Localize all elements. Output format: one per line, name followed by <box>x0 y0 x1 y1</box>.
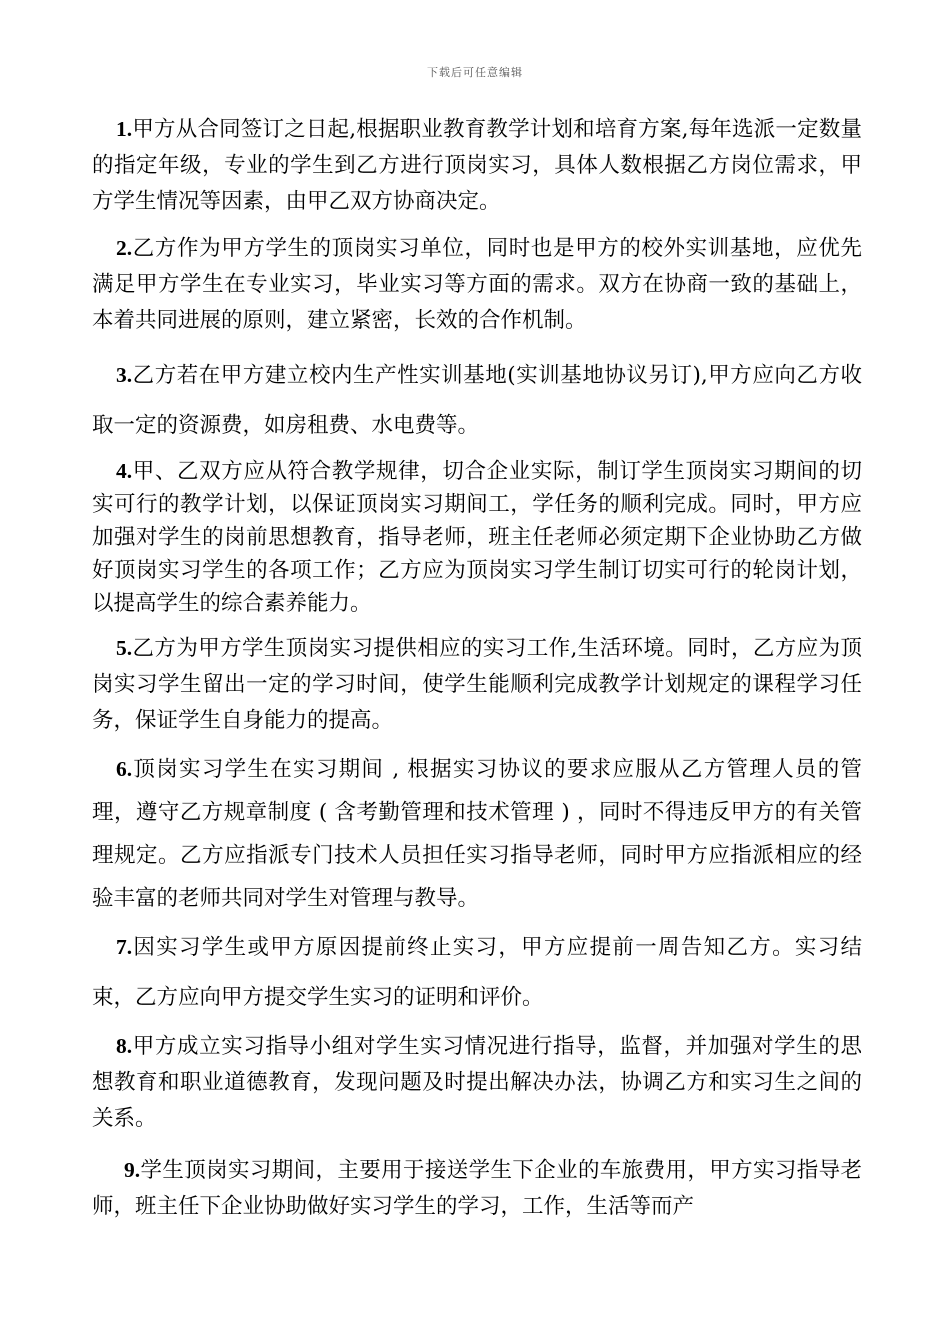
clause-text: 顶岗实习学生在实习期间 , 根据实习协议的要求应服从乙方管理人员的管理，遵守乙方规章制度 ( 含考勤管理和技术管理 ) ，同时不得违反甲方的有关管理规定。乙方应指派专门技术人员担任实习指导老师，同时甲方应指派相应的经验丰富的老师共同对学生对管理与教导。 <box>92 757 862 911</box>
clause-number: 2. <box>116 236 133 260</box>
clause-text: 学生顶岗实习期间，主要用于接送学生下企业的车旅费用，甲方实习指导老师，班主任下企业协助做好实习学生的学习，工作，生活等而产 <box>92 1158 862 1219</box>
clause-number: 6. <box>116 757 133 781</box>
clause-number: 8. <box>116 1034 133 1058</box>
clause-text: 因实习学生或甲方原因提前终止实习，甲方应提前一周告知乙方。实习结束，乙方应向甲方提交学生实习的证明和评价。 <box>92 935 862 1010</box>
clause-text: 乙方若在甲方建立校内生产性实训基地(实训基地协议另订),甲方应向乙方收取一定的资源费，如房租费、水电费等。 <box>92 363 862 438</box>
clause-1 <box>92 111 862 220</box>
clause-9 <box>92 1152 862 1225</box>
clause-8 <box>92 1028 862 1137</box>
clause-number: 1. <box>116 117 133 141</box>
clause-text: 乙方作为甲方学生的顶岗实习单位，同时也是甲方的校外实训基地，应优先满足甲方学生在专业实习，毕业实习等方面的需求。双方在协商一致的基础上，本着共同进展的原则，建立紧密，长效的合作机制。 <box>92 236 862 333</box>
clause-text: 乙方为甲方学生顶岗实习提供相应的实习工作,生活环境。同时，乙方应为顶岗实习学生留出一定的学习时间，使学生能顺利完成教学计划规定的课程学习任务，保证学生自身能力的提高。 <box>92 636 862 733</box>
clause-6 <box>92 748 862 920</box>
clause-number: 9. <box>124 1158 141 1182</box>
clause-number: 4. <box>116 459 133 483</box>
clause-number: 7. <box>116 935 133 959</box>
clause-text: 甲、乙双方应从符合教学规律，切合企业实际，制订学生顶岗实习期间的切实可行的教学计划，以保证顶岗实习期间工，学任务的顺利完成。同时，甲方应加强对学生的岗前思想教育，指导老师，班主任老师必须定期下企业协助乙方做好顶岗实习学生的各项工作；乙方应为顶岗实习学生制订切实可行的轮岗计划，以提高学生的综合素养能力。 <box>92 459 862 616</box>
clause-5 <box>92 630 862 739</box>
clause-text: 甲方从合同签订之日起,根据职业教育教学计划和培育方案,每年选派一定数量的指定年级，专业的学生到乙方进行顶岗实习，具体人数根据乙方岗位需求，甲方学生情况等因素，由甲乙双方协商决定。 <box>92 117 862 214</box>
clause-number: 3. <box>116 363 133 387</box>
clause-2 <box>92 230 862 339</box>
clause-3 <box>92 350 862 451</box>
clause-4 <box>92 455 862 620</box>
clause-7 <box>92 922 862 1023</box>
clause-number: 5. <box>116 636 133 660</box>
page-header: 下载后可任意编辑 <box>427 66 523 79</box>
clause-text: 甲方成立实习指导小组对学生实习情况进行指导，监督，并加强对学生的思想教育和职业道德教育，发现问题及时提出解决办法，协调乙方和实习生之间的关系。 <box>92 1034 862 1131</box>
